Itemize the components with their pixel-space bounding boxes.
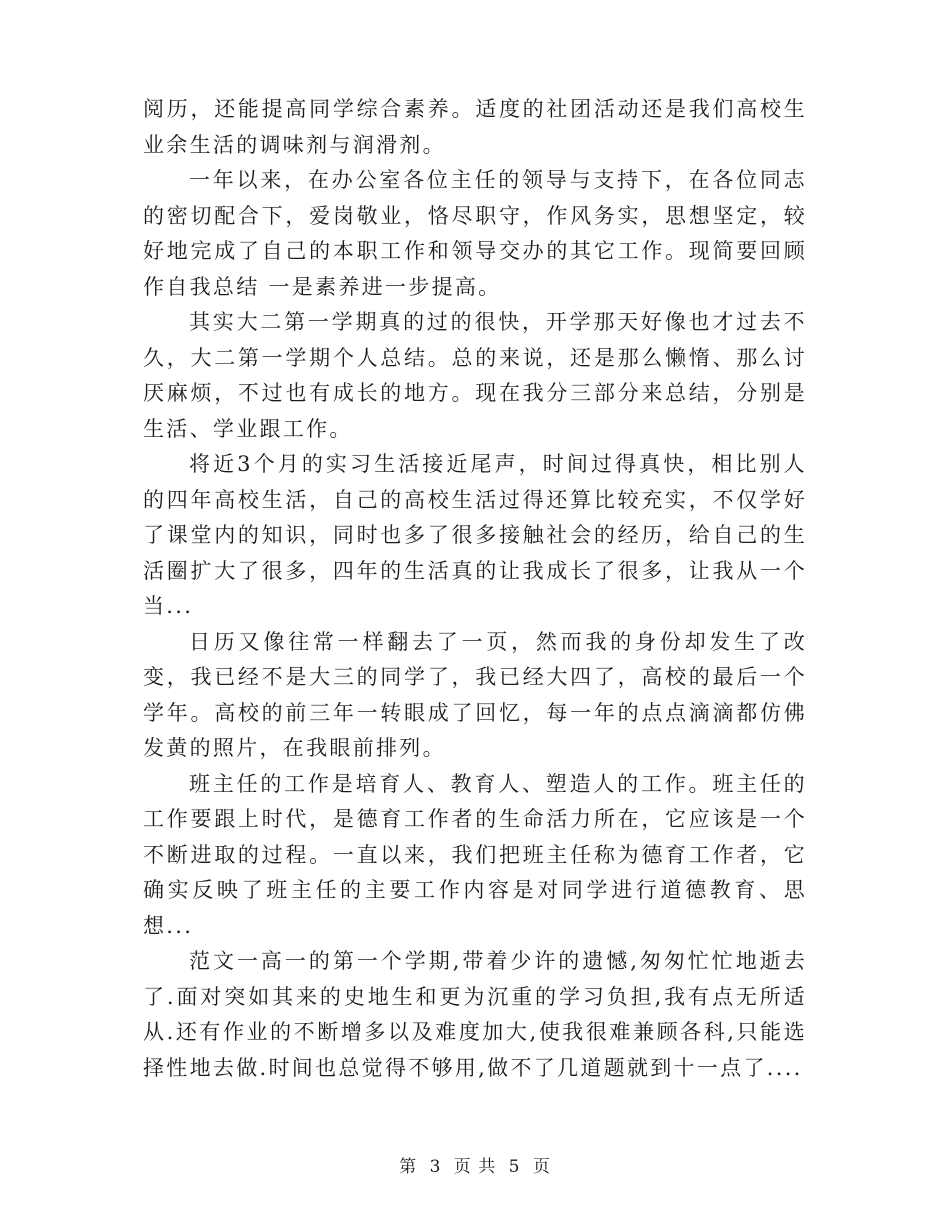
document-body	[143, 92, 807, 1086]
paragraph-6: 班主任的工作是培育人、教育人、塑造人的工作。班主任的工作要跟上时代，是德育工作者的生命活力所在，它应该是一个不断进取的过程。一直以来，我们把班主任称为德育工作者，它确实反映了班主任的主要工作内容是对同学进行道德教育、思想...	[143, 771, 807, 938]
footer-current-page: 3	[429, 1157, 442, 1177]
footer-suffix: 页	[532, 1157, 551, 1177]
paragraph-2: 一年以来，在办公室各位主任的领导与支持下，在各位同志的密切配合下，爱岗敬业，恪尽职守，作风务实，思想坚定，较好地完成了自己的本职工作和领导交办的其它工作。现简要回顾作自我总结 一是素养进一步提高。	[143, 168, 807, 299]
footer-prefix: 第	[399, 1157, 418, 1177]
paragraph-1: 阅历，还能提高同学综合素养。适度的社团活动还是我们高校生业余生活的调味剂与润滑剂。	[143, 97, 807, 157]
page-footer	[0, 1152, 950, 1177]
paragraph-3: 其实大二第一学期真的过的很快，开学那天好像也才过去不久，大二第一学期个人总结。总的来说，还是那么懒惰、那么讨厌麻烦，不过也有成长的地方。现在我分三部分来总结，分别是生活、学业跟工作。	[143, 310, 807, 441]
paragraph-5: 日历又像往常一样翻去了一页，然而我的身份却发生了改变，我已经不是大三的同学了，我已经大四了，高校的最后一个学年。高校的前三年一转眼成了回忆，每一年的点点滴滴都仿佛发黄的照片，在我眼前排列。	[143, 629, 807, 760]
footer-middle: 页 共	[453, 1157, 497, 1177]
footer-total-pages: 5	[508, 1157, 521, 1177]
paragraph-4: 将近3个月的实习生活接近尾声，时间过得真快，相比别人的四年高校生活，自己的高校生活过得还算比较充实，不仅学好了课堂内的知识，同时也多了很多接触社会的经历，给自己的生活圈扩大了很多，四年的生活真的让我成长了很多，让我从一个当...	[143, 452, 807, 618]
paragraph-7: 范文一高一的第一个学期,带着少许的遗憾,匆匆忙忙地逝去了.面对突如其来的史地生和更为沉重的学习负担,我有点无所适从.还有作业的不断增多以及难度加大,使我很难兼顾各科,只能选择性地去做.时间也总觉得不够用,做不了几道题就到十一点了....	[143, 949, 807, 1080]
